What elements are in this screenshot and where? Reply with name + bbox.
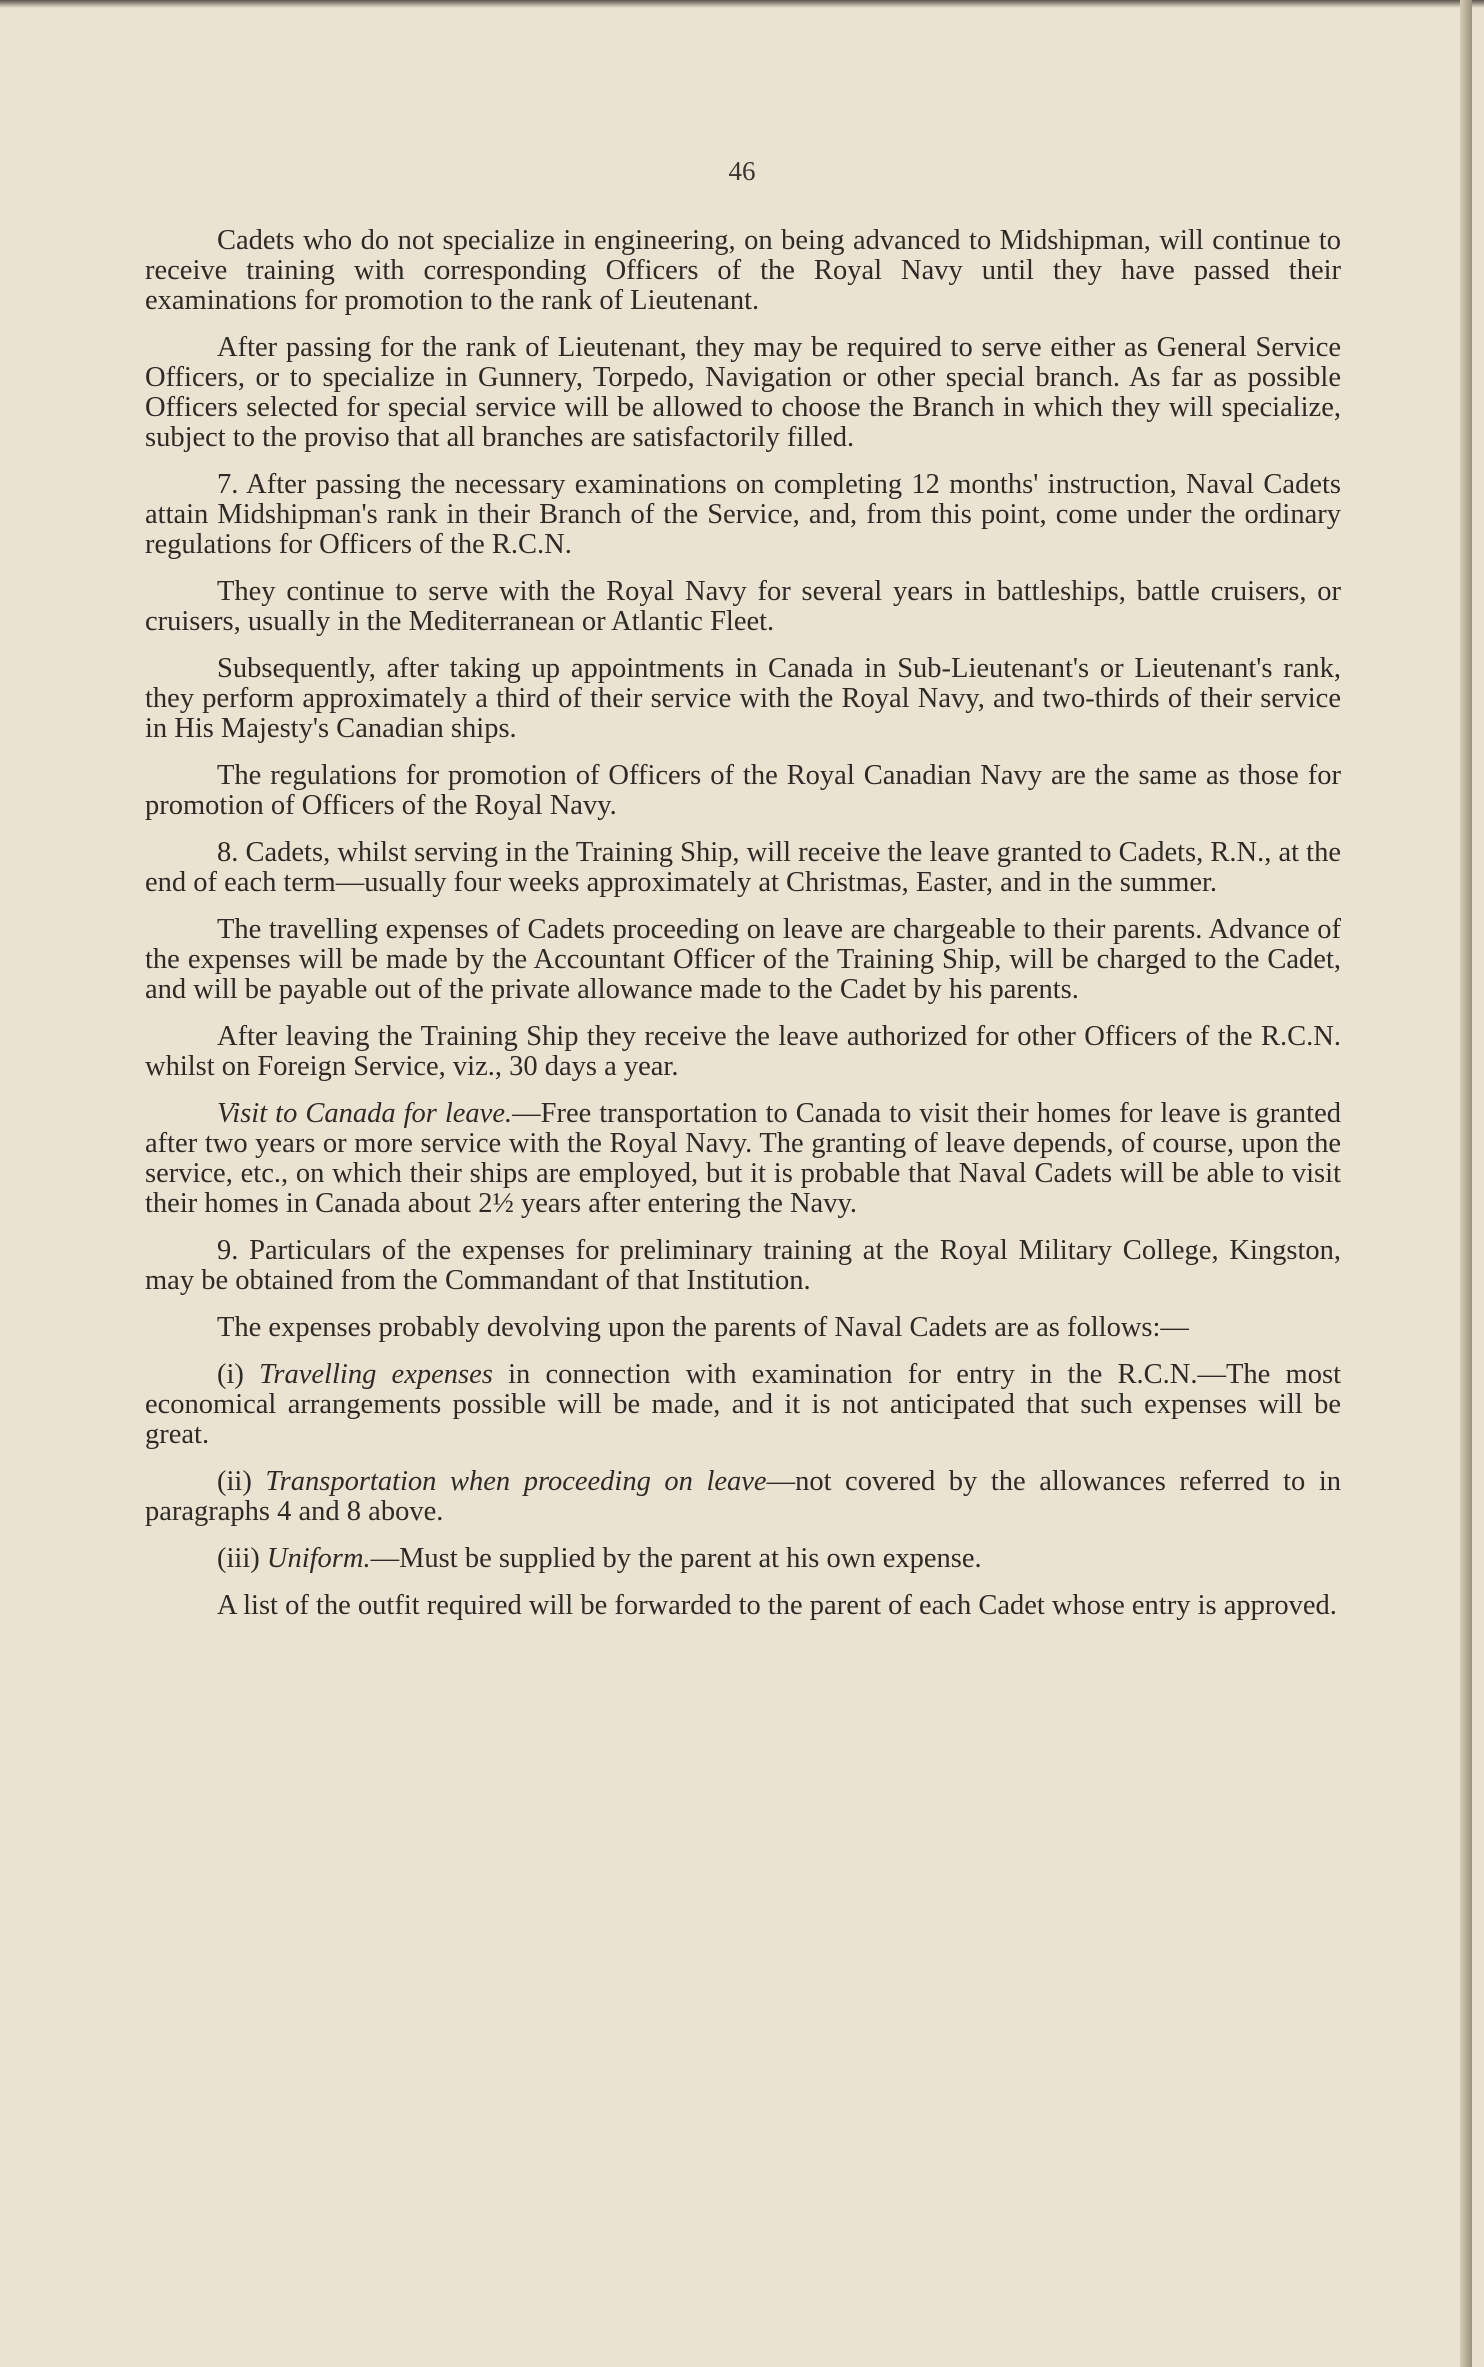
paragraph-5: Subsequently, after taking up appointments in Canada in Sub-Lieutenant's or Lieutenant's rank, they perform approximately a third of their service with the Royal Navy, and two-thirds of their service in His Majesty's Canadian ships. <box>145 653 1341 744</box>
body-text <box>145 226 1341 1638</box>
paragraph-8: The travelling expenses of Cadets proceeding on leave are chargeable to their parents. Advance of the expenses will be made by the Accountant Officer of the Training Ship, will be charged to the Cadet, and will be payable out of the private allowance made to the Cadet by his parents. <box>145 914 1341 1005</box>
paragraph-13-lead: Travelling expenses <box>259 1359 493 1390</box>
page-number: 46 <box>728 156 756 186</box>
scan-top-edge <box>0 0 1484 8</box>
paragraph-11: 9. Particulars of the expenses for preliminary training at the Royal Military College, Kingston, may be obtained from the Commandant of that Institution. <box>145 1235 1341 1296</box>
paragraph-1: Cadets who do not specialize in engineering, on being advanced to Midshipman, will continue to receive training with corresponding Officers of the Royal Navy until they have passed their examinations for promotion to the rank of Lieutenant. <box>145 225 1341 316</box>
paragraph-14-lead: Transportation when proceeding on leave <box>265 1466 767 1497</box>
paragraph-2: After passing for the rank of Lieutenant, they may be required to serve either as General Service Officers, or to specialize in Gunnery, Torpedo, Navigation or other special branch. As far as possible Officers selected for special service will be allowed to choose the Branch in which they will specialize, subject to the proviso that all branches are satisfactorily filled. <box>145 332 1341 453</box>
paragraph-15-lead: Uniform. <box>266 1543 371 1574</box>
paragraph-14: (ii) Transportation when proceeding on leave—not covered by the allowances referred to in paragraphs 4 and 8 above. <box>145 1466 1341 1527</box>
paragraph-9: After leaving the Training Ship they receive the leave authorized for other Officers of the R.C.N. whilst on Foreign Service, viz., 30 days a year. <box>145 1021 1341 1082</box>
paragraph-15: (iii) Uniform.—Must be supplied by the parent at his own expense. <box>217 1543 982 1574</box>
scan-right-edge <box>1460 0 1472 2367</box>
paragraph-3: 7. After passing the necessary examinations on completing 12 months' instruction, Naval Cadets attain Midshipman's rank in their Branch of the Service, and, from this point, come under the ordinary regulations for Officers of the R.C.N. <box>145 469 1341 560</box>
paragraph-12: The expenses probably devolving upon the parents of Naval Cadets are as follows:— <box>217 1312 1189 1343</box>
paragraph-6: The regulations for promotion of Officers of the Royal Canadian Navy are the same as those for promotion of Officers of the Royal Navy. <box>145 760 1341 821</box>
paragraph-10: Visit to Canada for leave.—Free transportation to Canada to visit their homes for leave is granted after two years or more service with the Royal Navy. The granting of leave depends, of course, upon the service, etc., on which their ships are employed, but it is probable that Naval Cadets will be able to visit their homes in Canada about 2½ years after entering the Navy. <box>145 1098 1341 1219</box>
paragraph-7: 8. Cadets, whilst serving in the Training Ship, will receive the leave granted to Cadets, R.N., at the end of each term—usually four weeks approximately at Christmas, Easter, and in the summer. <box>145 837 1341 898</box>
paragraph-13: (i) Travelling expenses in connection with examination for entry in the R.C.N.—The most economical arrangements possible will be made, and it is not anticipated that such expenses will be great. <box>145 1359 1341 1450</box>
paragraph-10-lead: Visit to Canada for leave. <box>217 1098 513 1129</box>
paragraph-16: A list of the outfit required will be forwarded to the parent of each Cadet whose entry is approved. <box>217 1590 1337 1621</box>
paragraph-4: They continue to serve with the Royal Navy for several years in battleships, battle cruisers, or cruisers, usually in the Mediterranean or Atlantic Fleet. <box>145 576 1341 637</box>
